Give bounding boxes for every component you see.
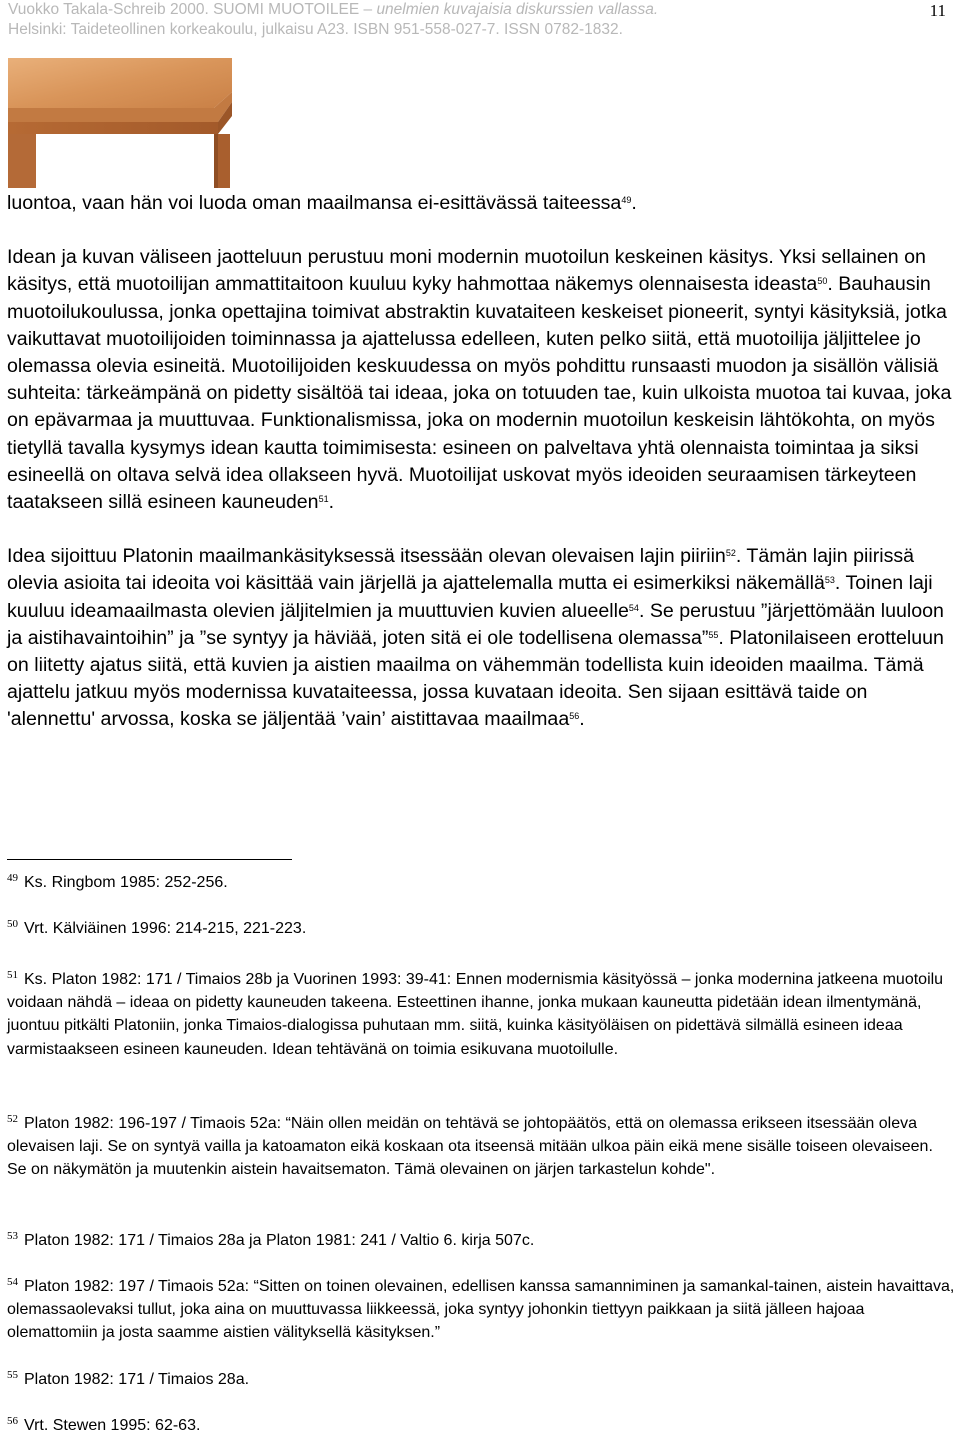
footnote-number: 49: [7, 872, 18, 884]
paragraph-2: Idean ja kuvan väliseen jaotteluun perustuu moni modernin muotoilun keskeinen käsitys. Yksi sellainen on käsitys, että muotoilijan ammattitaitoon kuuluu kyky hahmottaa näkemys olennaisesta ideasta$^{50}$. Bauhausin muotoilukoulussa, jonka opettajina toimivat abstraktin kuvataiteen keskeiset pioneerit, syntyi käsityksiä, jotka vaikuttavat muotoilijoiden toiminnassa ja ajattelussa edelleen, kuten pelko siitä, että muotoilija jäljittelee jo olemassa olevia esineitä. Muotoilijoiden keskuudessa on myös pohdittu runsaasti muodon ja sisällön välisiä suhteita: tärkeämpänä on pidetty sisältöä tai ideaa, joka on totuuden tae, kuin ulkoista muotoa tai kuvaa, joka on epävarmaa ja muuttuvaa. Funktionalismissa, joka on modernin muotoilun keskeisin lähtökohta, on myös tietyllä tavalla kysymys idean kautta toimimisesta: esineen on palveltava yhtä olennaista toimintaa ja siksi esineellä on oltava selvä idea ollakseen hyvä. Muotoilijat uskovat myös ideoiden seuraamisen tärkeyteen taatakseen sillä esineen kauneuden$^{51}$.: [7, 246, 952, 514]
footnote-ref-49[interactable]: 49: [621, 195, 632, 205]
footnote-52: [7, 1112, 955, 1182]
footnote-number: 53: [7, 1230, 18, 1242]
footnote-number: 55: [7, 1369, 18, 1381]
footnote-text: Ks. Platon 1982: 171 / Timaios 28b ja Vuorinen 1993: 39-41: Ennen modernismia käsityössä – jonka modernina jatkeena muotoilu voidaan nähdä – ideaa on pidetty kauneuden takeena. Esteettinen ihanne, jonka mukaan kauneutta pidetään idean ilmentymänä, juontuu pitkälti Platoniin, jonka Timaios-dialogissa puhutaan mm. siitä, kuinka käsityöläisen on pidettävä silmällä esineen ideaa varmistaakseen esineen kauneuden. Idean tehtävänä on toimia esikuvana muotoilulle.: [7, 971, 944, 1058]
footnote-separator: [7, 859, 292, 860]
main-text: [7, 190, 955, 734]
footnote-text: Platon 1982: 171 / Timaios 28a.: [24, 1371, 250, 1388]
footnote-text: Platon 1982: 196-197 / Timaois 52a: “Näin ollen meidän on tehtävä se johtopäätös, että on olemassa erikseen itsessään oleva olevaisen laji. Se on syntyä vailla ja katoamaton eikä koskaan ota itseensä mitään ulkoa päin eikä mene sisälle toiseen olevaiseen. Se on näkymätön ja muutenkin aistein havaitsematon. Tämä olevainen on järjen tarkastelun kohde".: [7, 1115, 933, 1179]
footnote-ref-52[interactable]: 52: [725, 548, 736, 559]
footnote-number: 56: [7, 1415, 18, 1427]
footnote-text: Ks. Ringbom 1985: 252-256.: [24, 874, 228, 891]
header-book-title: unelmien kuvajaisia diskurssien vallassa.: [376, 1, 659, 18]
chair-photo: [8, 58, 232, 188]
footnote-56: [7, 1414, 955, 1437]
footnote-50: [7, 917, 955, 940]
page-number: 11: [929, 1, 946, 20]
footnote-number: 52: [7, 1113, 18, 1125]
footnote-text: Vrt. Kälviäinen 1996: 214-215, 221-223.: [24, 920, 307, 937]
header-line-1: [8, 0, 908, 20]
footnote-ref-56[interactable]: 56: [569, 711, 580, 722]
footnote-ref-55[interactable]: 55: [708, 629, 719, 640]
header-line-2: Helsinki: Taideteollinen korkeakoulu, julkaisu A23. ISBN 951-558-027-7. ISSN 0782-1832.: [8, 21, 623, 38]
footnote-53: [7, 1229, 955, 1252]
footnote-text: Platon 1982: 197 / Timaois 52a: “Sitten on toinen olevainen, edellisen kanssa samanniminen ja samankal-tainen, aistein havaittava, olemassaolevaksi tullut, joka aina on muuttuvassa liikkeessä, joka syntyy johonkin tiettyyn paikkaan ja siitä jälleen hajoaa olemattomiin ja josta saamme aistien välityksellä käsityksen.”: [7, 1278, 955, 1342]
footnote-ref-50[interactable]: 50: [817, 276, 828, 287]
footnote-55: [7, 1368, 955, 1391]
running-header: [8, 0, 908, 40]
paragraph-3: Idea sijoittuu Platonin maailmankäsityksessä itsessään olevan olevaisen lajin piiriin$^{52}$. Tämän lajin piirissä olevia asioita tai ideoita voi käsittää vain järjellä ja ajattelemalla mutta ei esimerkiksi näkemällä$^{53}$. Toinen laji kuuluu ideamaailmasta olevien jäljitelmien ja muuttuvien kuvien alueelle$^{54}$. Se perustuu ”järjettömään luuloon ja aistihavaintoihin” ja ”se syntyy ja häviää, joten sitä ei ole todellisena olemassa”$^{55}$. Platonilaiseen erotteluun on liitetty ajatus siitä, että kuvien ja aistien maailma on vähemmän todellista kuin ideoiden maailma. Tämä ajattelu jatkuu myös modernissa kuvataiteessa, jossa kuvataan ideoita. Sen sijaan esittävä taide on 'alennettu' arvossa, koska se jäljentää ’vain’ aistittavaa maailmaa$^{56}$.: [7, 545, 944, 731]
footnote-ref-54[interactable]: 54: [628, 602, 639, 613]
footnote-number: 50: [7, 918, 18, 930]
footnote-51: [7, 968, 955, 1061]
footnote-number: 51: [7, 969, 18, 981]
footnote-text: Platon 1982: 171 / Timaios 28a ja Platon 1981: 241 / Valtio 6. kirja 507c.: [24, 1232, 535, 1249]
footnote-text: Vrt. Stewen 1995: 62-63.: [24, 1417, 201, 1434]
header-author: Vuokko Takala-Schreib 2000. SUOMI MUOTOILEE –: [8, 1, 377, 18]
paragraph-1: luontoa, vaan hän voi luoda oman maailmansa ei-esittävässä taiteessa$^{49}$.: [7, 192, 637, 214]
footnote-ref-53[interactable]: 53: [824, 575, 835, 586]
chair-image: [8, 58, 232, 188]
footnote-number: 54: [7, 1276, 18, 1288]
footnote-54: [7, 1275, 955, 1345]
footnote-ref-51[interactable]: 51: [318, 494, 329, 505]
footnote-49: [7, 871, 955, 894]
